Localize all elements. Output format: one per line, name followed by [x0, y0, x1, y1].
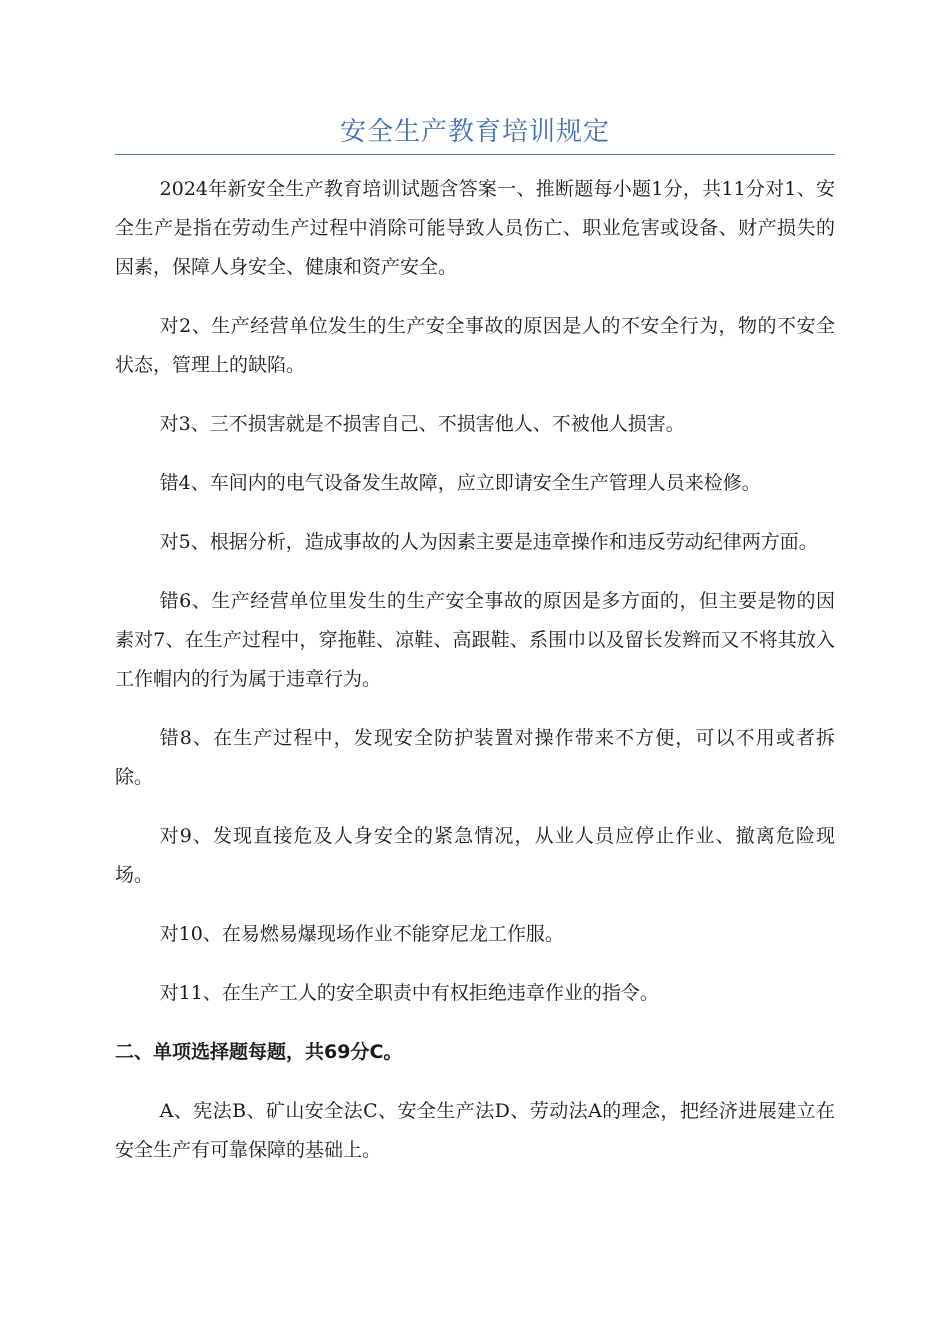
document-body — [115, 170, 835, 1190]
section-paragraph-1: A、宪法B、矿山安全法C、安全生产法D、劳动法A的理念，把经济进展建立在安全生产有可靠保障的基础上。 — [115, 1100, 835, 1161]
document-title: 安全生产教育培训规定 — [339, 117, 610, 147]
title-underline — [115, 154, 835, 155]
paragraph-1: 2024年新安全生产教育培训试题含答案一、推断题每小题1分，共11分对1、安全生产是指在劳动生产过程中消除可能导致人员伤亡、职业危害或设备、财产损失的因素，保障人身安全、健康和资产安全。 — [115, 178, 835, 278]
paragraph-10: 对11、在生产工人的安全职责中有权拒绝违章作业的指令。 — [159, 982, 659, 1004]
paragraph-5: 对5、根据分析，造成事故的人为因素主要是违章操作和违反劳动纪律两方面。 — [159, 531, 818, 553]
paragraph-6: 错6、生产经营单位里发生的生产安全事故的原因是多方面的，但主要是物的因素对7、在生产过程中，穿拖鞋、凉鞋、高跟鞋、系围巾以及留长发辫而又不将其放入工作帽内的行为属于违章行为。 — [115, 590, 835, 690]
paragraph-7: 错8、在生产过程中，发现安全防护装置对操作带来不方便，可以不用或者拆除。 — [115, 727, 835, 788]
paragraph-2: 对2、生产经营单位发生的生产安全事故的原因是人的不安全行为，物的不安全状态，管理上的缺陷。 — [115, 315, 835, 376]
paragraph-4: 错4、车间内的电气设备发生故障，应立即请安全生产管理人员来检修。 — [159, 472, 761, 494]
paragraph-3: 对3、三不损害就是不损害自己、不损害他人、不被他人损害。 — [159, 413, 685, 435]
paragraph-9: 对10、在易燃易爆现场作业不能穿尼龙工作服。 — [159, 923, 564, 945]
paragraph-8: 对9、发现直接危及人身安全的紧急情况，从业人员应停止作业、撤离危险现场。 — [115, 825, 835, 886]
section-heading: 二、单项选择题每题，共69分C。 — [115, 1041, 403, 1063]
